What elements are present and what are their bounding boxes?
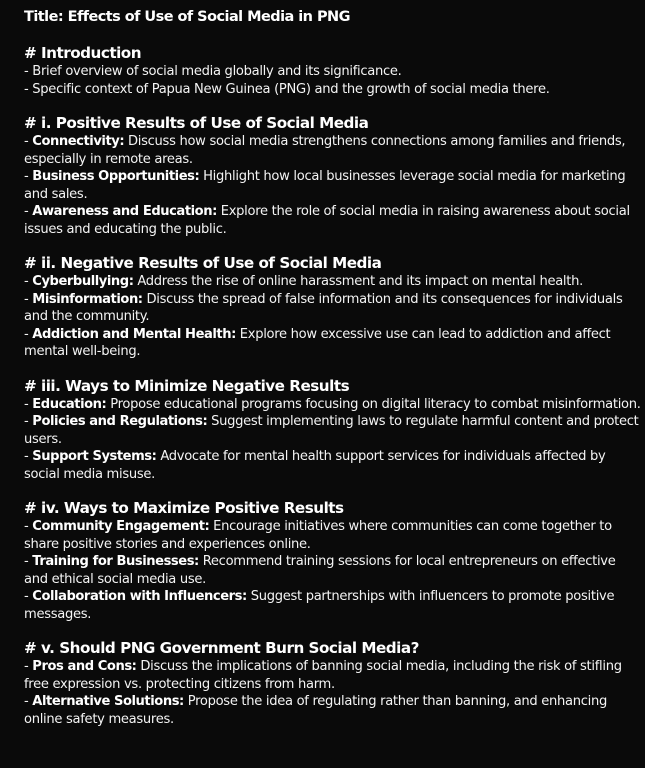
item-term: Connectivity:: [32, 134, 125, 149]
item-term: Support Systems:: [32, 449, 157, 464]
item-text: - Brief overview of social media globally and its significance.: [24, 64, 402, 79]
item-term: Misinformation:: [32, 291, 143, 307]
section-heading: # ii. Negative Results of Use of Social Media: [24, 254, 382, 272]
outline-section: [24, 377, 645, 484]
item-term: Addiction and Mental Health:: [32, 326, 236, 342]
section-heading: # i. Positive Results of Use of Social Media: [24, 114, 369, 132]
item-text: - Specific context of Papua New Guinea (PNG) and the growth of social media there.: [24, 81, 550, 97]
item-term: Cyberbullying:: [32, 274, 134, 289]
item-text: Discuss the spread of false information and its consequences for individuals and the community.: [24, 291, 623, 324]
outline-item: - Policies and Regulations: Suggest implementing laws to regulate harmful content and protect users.: [24, 414, 639, 447]
item-term: Training for Businesses:: [32, 554, 199, 569]
item-term: Business Opportunities:: [32, 169, 200, 184]
outline-section: [24, 499, 645, 623]
item-text: Encourage initiatives where communities can come together to share positive stories and experiences online.: [24, 519, 612, 552]
item-text: Explore the role of social media in raising awareness about social issues and educating the public.: [24, 204, 630, 237]
item-term: Pros and Cons:: [32, 659, 137, 674]
item-term: Awareness and Education:: [32, 204, 217, 219]
item-text: Address the rise of online harassment and its impact on mental health.: [137, 274, 583, 289]
outline-item: - Misinformation: Discuss the spread of false information and its consequences for individuals and the community.: [24, 291, 623, 324]
item-text: Explore how excessive use can lead to addiction and affect mental well-being.: [24, 326, 611, 359]
item-text: Discuss the implications of banning social media, including the risk of stifling free expression vs. protecting citizens from harm.: [24, 659, 622, 692]
outline-item: - Business Opportunities: Highlight how local businesses leverage social media for marketing and sales.: [24, 169, 626, 202]
document-body: [24, 44, 645, 728]
item-text: Suggest implementing laws to regulate harmful content and protect users.: [24, 414, 639, 447]
outline-section: [24, 44, 645, 98]
outline-item: - Connectivity: Discuss how social media strengthens connections among families and friends, especially in remote areas.: [24, 134, 626, 167]
item-text: Discuss how social media strengthens connections among families and friends, especially in remote areas.: [24, 134, 626, 167]
outline-item: - Awareness and Education: Explore the role of social media in raising awareness about social issues and educating the public.: [24, 204, 630, 237]
outline-section: [24, 639, 645, 728]
document-title: Title: Effects of Use of Social Media in PNG: [24, 9, 350, 25]
outline-item: - Community Engagement: Encourage initiatives where communities can come together to share positive stories and experiences online.: [24, 519, 612, 552]
outline-item: - Support Systems: Advocate for mental health support services for individuals affected by social media misuse.: [24, 449, 606, 482]
outline-section: [24, 254, 645, 361]
outline-item: [24, 63, 645, 81]
section-heading: # iii. Ways to Minimize Negative Results: [24, 376, 350, 395]
item-term: Education:: [32, 396, 107, 412]
item-term: Collaboration with Influencers:: [32, 589, 247, 604]
item-text: Propose the idea of regulating rather than banning, and enhancing online safety measures.: [24, 694, 608, 727]
outline-item: - Alternative Solutions: Propose the idea of regulating rather than banning, and enhancing online safety measures.: [24, 694, 608, 727]
section-heading: # iv. Ways to Maximize Positive Results: [24, 499, 344, 517]
outline-item: - Pros and Cons: Discuss the implications of banning social media, including the risk of stifling free expression vs. protecting citizens from harm.: [24, 659, 622, 692]
outline-item: - Cyberbullying: Address the rise of online harassment and its impact on mental health.: [24, 274, 583, 289]
outline-item: [24, 81, 645, 99]
outline-item: - Addiction and Mental Health: Explore how excessive use can lead to addiction and affect mental well-being.: [24, 326, 611, 359]
item-term: Policies and Regulations:: [32, 414, 208, 429]
item-text: Advocate for mental health support services for individuals affected by social media misuse.: [24, 449, 606, 482]
outline-section: [24, 114, 645, 238]
outline-item: - Collaboration with Influencers: Suggest partnerships with influencers to promote positive messages.: [24, 589, 615, 622]
item-text: Recommend training sessions for local entrepreneurs on effective and ethical social media use.: [24, 554, 616, 587]
outline-item: - Training for Businesses: Recommend training sessions for local entrepreneurs on effective and ethical social media use.: [24, 554, 616, 587]
item-term: Alternative Solutions:: [32, 694, 184, 709]
item-term: Community Engagement:: [32, 519, 210, 534]
item-text: Propose educational programs focusing on digital literacy to combat misinformation.: [110, 396, 641, 412]
item-text: Highlight how local businesses leverage social media for marketing and sales.: [24, 169, 626, 202]
outline-item: - Education: Propose educational programs focusing on digital literacy to combat misinformation.: [24, 396, 641, 412]
section-heading: # Introduction: [24, 44, 142, 62]
item-text: Suggest partnerships with influencers to promote positive messages.: [24, 589, 615, 622]
section-heading: # v. Should PNG Government Burn Social Media?: [24, 639, 419, 657]
